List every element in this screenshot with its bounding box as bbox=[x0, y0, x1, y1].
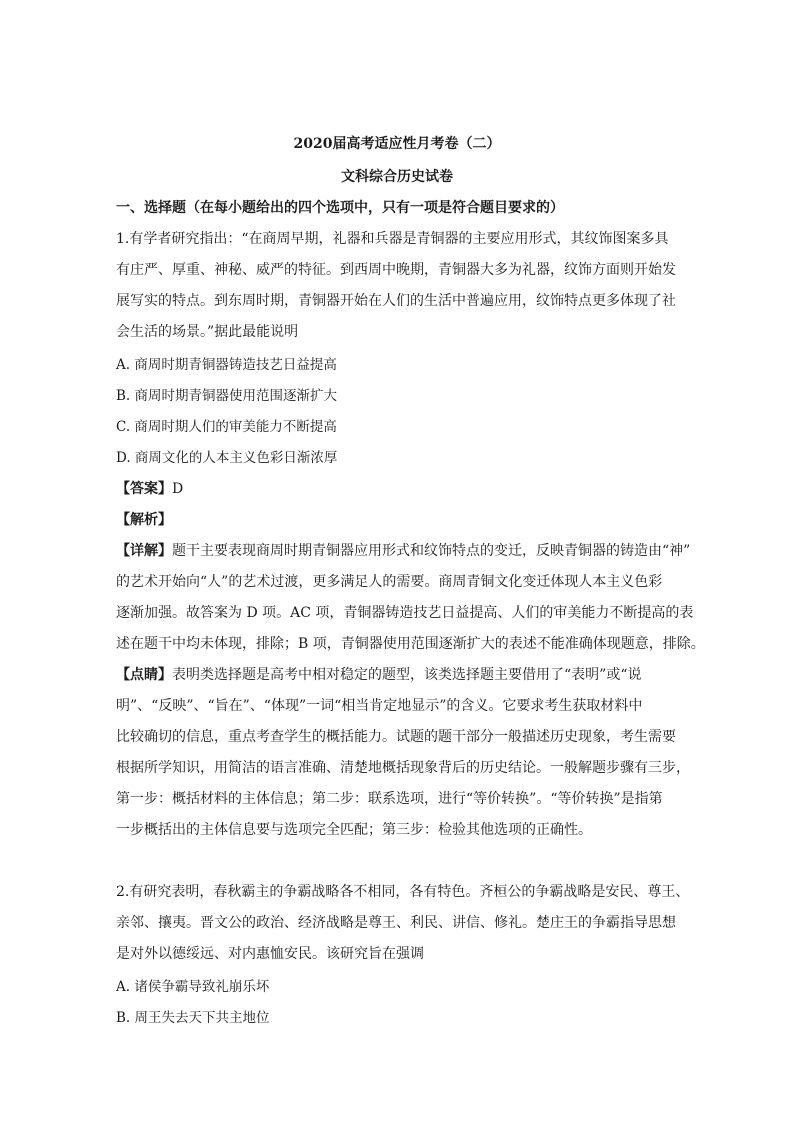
q1-stem-line: 会生活的场景。”据此最能说明 bbox=[116, 324, 299, 340]
q2-stem-line: 2.有研究表明，春秋霸主的争霸战略各不相同，各有特色。齐桓公的争霸战略是安民、尊王、 bbox=[116, 884, 690, 900]
q1-stem-line: 1.有学者研究指出：“在商周早期，礼器和兵器是青铜器的主要应用形式，其纹饰图案多具 bbox=[116, 231, 669, 247]
q1-option-d: D. 商周文化的人本主义色彩日渐浓厚 bbox=[116, 450, 338, 466]
q2-option-a: A. 诸侯争霸导致礼崩乐坏 bbox=[116, 979, 270, 995]
q1-option-c: C. 商周时期人们的审美能力不断提高 bbox=[116, 419, 337, 435]
q1-tip-line: 第一步：概括材料的主体信息；第二步：联系选项，进行“等价转换”。“等价转换”是指第 bbox=[116, 791, 663, 807]
tip-tag: 【点睛】 bbox=[116, 667, 172, 683]
q1-tip-line: 一步概括出的主体信息要与选项完全匹配；第三步：检验其他选项的正确性。 bbox=[116, 822, 592, 838]
answer-tag: 【答案】 bbox=[116, 481, 172, 497]
detail-tag: 【详解】 bbox=[116, 543, 172, 559]
answer-value: D bbox=[172, 481, 184, 497]
q1-detail-line bbox=[116, 540, 690, 560]
q1-detail-line: 逐渐加强。故答案为 D 项。AC 项，青铜器铸造技艺日益提高、人们的审美能力不断提高的表 bbox=[116, 605, 694, 621]
q1-stem-line: 有庄严、厚重、神秘、威严的特征。到西周中晚期，青铜器大多为礼器，纹饰方面则开始发 bbox=[116, 262, 676, 278]
analysis-tag: 【解析】 bbox=[116, 512, 172, 528]
q1-analysis-tag bbox=[116, 509, 172, 529]
q2-option-b: B. 周王失去天下共主地位 bbox=[116, 1010, 270, 1026]
q2-stem-line: 是对外以德绥远、对内惠恤安民。该研究旨在强调 bbox=[116, 946, 424, 962]
q1-answer bbox=[116, 478, 183, 498]
exam-subtitle: 文科综合历史试卷 bbox=[341, 169, 453, 185]
q2-stem-line: 亲邻、攘夷。晋文公的政治、经济战略是尊王、利民、讲信、修礼。楚庄王的争霸指导思想 bbox=[116, 915, 676, 931]
tip-text: 表明类选择题是高考中相对稳定的题型，该类选择题主要借用了“表明”或“说 bbox=[172, 667, 642, 683]
q1-option-a: A. 商周时期青铜器铸造技艺日益提高 bbox=[116, 357, 337, 373]
q1-tip-line: 根据所学知识，用简洁的语言准确、清楚地概括现象背后的历史结论。一般解题步骤有三步， bbox=[116, 760, 690, 776]
exam-title: 2020届高考适应性月考卷（二） bbox=[293, 136, 501, 152]
q1-detail-line: 的艺术开始向“人”的艺术过渡，更多满足人的需要。商周青铜文化变迁体现人本主义色彩 bbox=[116, 574, 663, 590]
q1-detail-line: 述在题干中均未体现，排除；B 项，青铜器使用范围逐渐扩大的表述不能准确体现题意，排除。 bbox=[116, 636, 705, 652]
detail-text: 题干主要表现商周时期青铜器应用形式和纹饰特点的变迁，反映青铜器的铸造由“神” bbox=[172, 543, 691, 559]
section-heading: 一、选择题（在每小题给出的四个选项中，只有一项是符合题目要求的） bbox=[116, 200, 564, 216]
q1-tip-line bbox=[116, 664, 641, 684]
q1-tip-line: 比较确切的信息，重点考查学生的概括能力。试题的题干部分一般描述历史现象，考生需要 bbox=[116, 729, 676, 745]
q1-stem-line: 展写实的特点。到东周时期，青铜器开始在人们的生活中普遍应用，纹饰特点更多体现了社 bbox=[116, 293, 676, 309]
q1-option-b: B. 商周时期青铜器使用范围逐渐扩大 bbox=[116, 388, 338, 404]
q1-tip-line: 明”、“反映”、“旨在”、“体现”一词“相当肯定地显示”的含义。它要求考生获取材料中 bbox=[116, 698, 643, 714]
